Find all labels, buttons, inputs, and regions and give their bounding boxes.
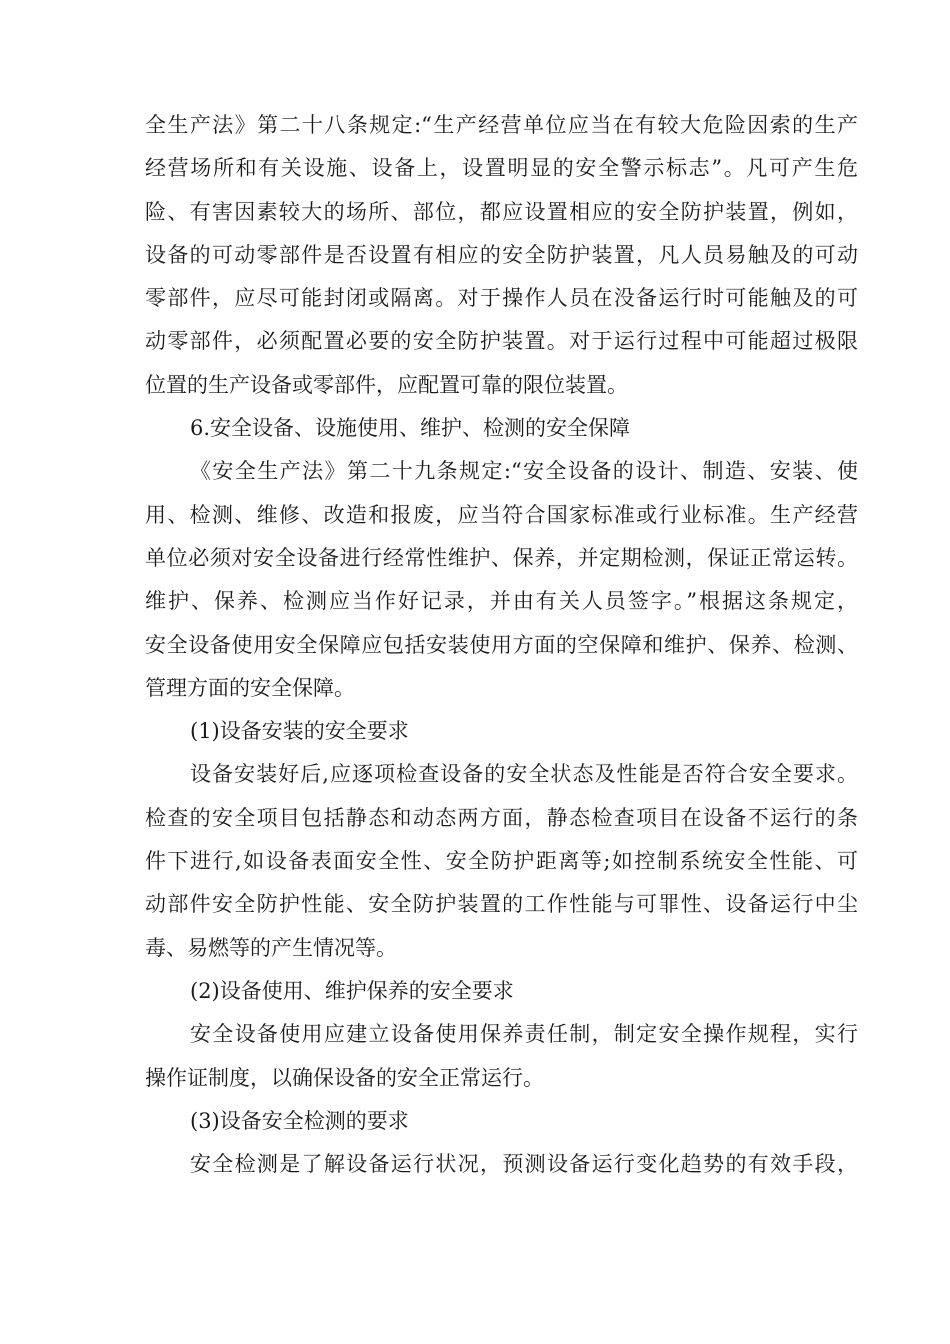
text-line: (1)设备安装的安全要求 — [190, 719, 409, 744]
document-body — [145, 104, 858, 1186]
text-line: 件下进行,如设备表面安全性、安全防护距离等;如控制系统安全性能、可 — [145, 849, 858, 874]
text-line: 用、检测、维修、改造和报废，应当符合国家标准或行业标准。生产经营 — [145, 502, 858, 527]
text-line: (3)设备安全检测的要求 — [190, 1108, 409, 1133]
text-line: 单位必须对安全设备进行经常性维护、保养，并定期检测，保证正常运转。 — [145, 545, 858, 570]
text-line: 全生产法》第二十八条规定:“生产经营单位应当在有较大危险因索的生产 — [145, 113, 858, 137]
text-line: 安全设备使用安全保障应包括安装使用方面的空保障和维护、保养、检测、 — [145, 632, 858, 657]
text-line: 管理方面的安全保障。 — [145, 675, 355, 700]
text-line: 经营场所和有关设施、设备上，设置明显的安全警示标志”。凡可产生危 — [145, 156, 858, 181]
text-line: 维护、保养、检测应当作好记录，并由有关人员签字。”根据这条规定， — [145, 589, 858, 614]
text-line: 动零部件，必须配置必要的安全防护装置。对于运行过程中可能超过极限 — [145, 329, 858, 354]
text-line: 检查的安全项目包括静态和动态两方面，静态检查项目在设备不运行的条 — [145, 805, 858, 830]
text-line: 安全设备使用应建立设备使用保养责任制，制定安全操作规程，实行 — [190, 1022, 858, 1047]
text-line: 位置的生产设备或零部件，应配置可靠的限位装置。 — [145, 372, 628, 397]
text-line: 设备的可动零部件是否设置有相应的安全防护装置，凡人员易触及的可动 — [145, 242, 858, 267]
text-line: 动部件安全防护性能、安全防护装置的工作性能与可罪性、设备运行中尘 — [145, 892, 858, 917]
text-line: (2)设备使用、维护保养的安全要求 — [190, 978, 514, 1003]
text-line: 零部件，应尽可能封闭或隔离。对于操作人员在没备运行时可能触及的可 — [145, 286, 858, 311]
text-line: 设备安装好后,应逐项检查设备的安全状态及性能是否符合安全要求。 — [190, 762, 858, 787]
text-line: 《安全生产法》第二十九条规定:“安全设备的设计、制造、安装、使 — [190, 459, 858, 484]
text-line: 险、有害因素较大的场所、部位，都应设置相应的安全防护装置，例如， — [145, 199, 858, 224]
text-line: 6.安全设备、设施使用、维护、检测的安全保障 — [190, 416, 631, 441]
text-line: 安全检测是了解设备运行状况，预测设备运行变化趋势的有效手段， — [190, 1152, 858, 1177]
text-line: 毒、易燃等的产生情况等。 — [145, 935, 397, 960]
text-line: 操作证制度，以确保设备的安全正常运行。 — [145, 1065, 544, 1090]
